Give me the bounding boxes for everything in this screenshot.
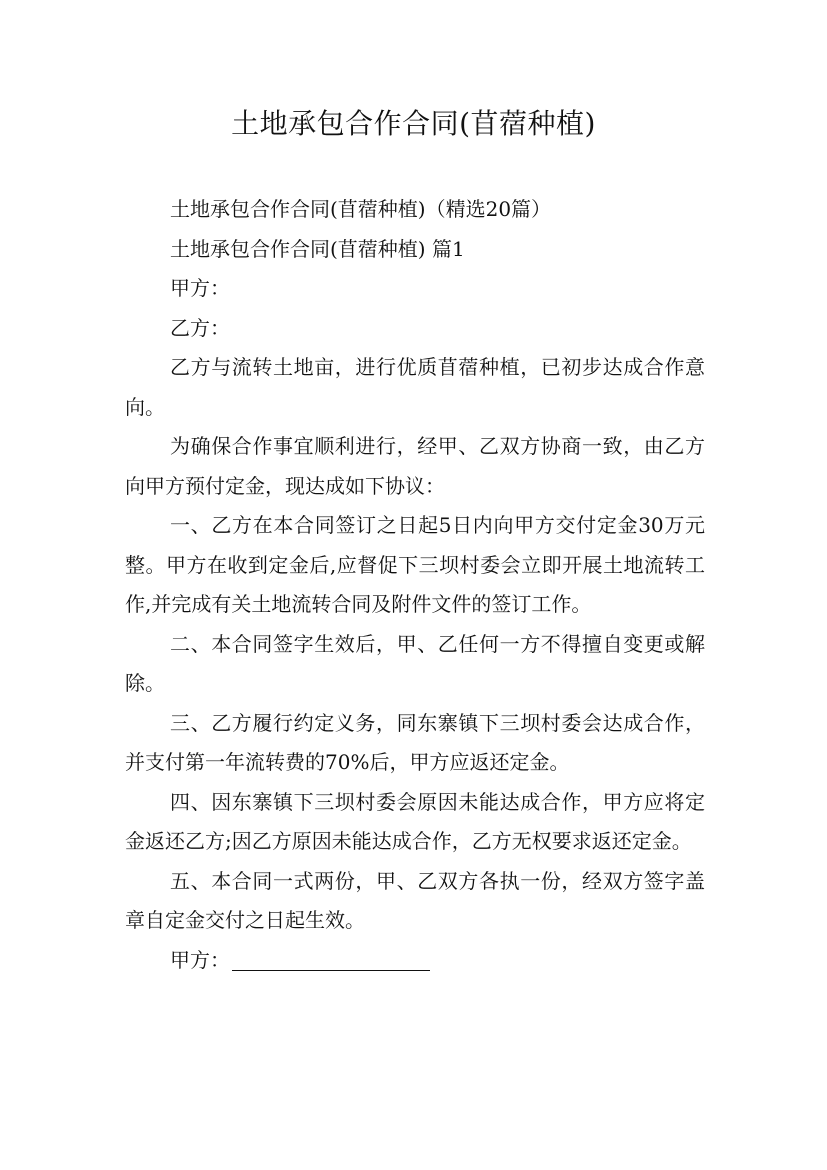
clause-3: 三、乙方履行约定义务，同东寨镇下三坝村委会达成合作，并支付第一年流转费的70%后，甲方应返还定金。 (125, 710, 705, 774)
party-b-line: 乙方： (170, 315, 230, 340)
clause-2: 二、本合同签字生效后，甲、乙任何一方不得擅自变更或解除。 (125, 631, 705, 695)
paragraph-intent: 乙方与流转土地亩，进行优质苜蓿种植，已初步达成合作意向。 (125, 355, 705, 419)
signature-row (125, 941, 705, 981)
clause-5: 五、本合同一式两份，甲、乙双方各执一份，经双方签字盖章自定金交付之日起生效。 (125, 868, 705, 932)
clause-4: 四、因东寨镇下三坝村委会原因未能达成合作，甲方应将定金返还乙方;因乙方原因未能达成合作，乙方无权要求返还定金。 (125, 789, 705, 853)
document-body (125, 190, 705, 980)
section-heading: 土地承包合作合同(苜蓿种植) 篇1 (170, 236, 465, 261)
signature-line (232, 950, 430, 971)
party-a-line: 甲方： (170, 276, 230, 300)
paragraph-purpose: 为确保合作事宜顺利进行，经甲、乙双方协商一致，由乙方向甲方预付定金，现达成如下协议： (125, 434, 705, 498)
subtitle-line: 土地承包合作合同(苜蓿种植)（精选20篇） (170, 197, 552, 221)
document-title: 土地承包合作合同(苜蓿种植) (231, 107, 596, 140)
signature-label: 甲方： (170, 947, 230, 972)
clause-1: 一、乙方在本合同签订之日起5日内向甲方交付定金30万元整。甲方在收到定金后,应督促下三坝村委会立即开展土地流转工作,并完成有关土地流转合同及附件文件的签订工作。 (125, 513, 705, 616)
